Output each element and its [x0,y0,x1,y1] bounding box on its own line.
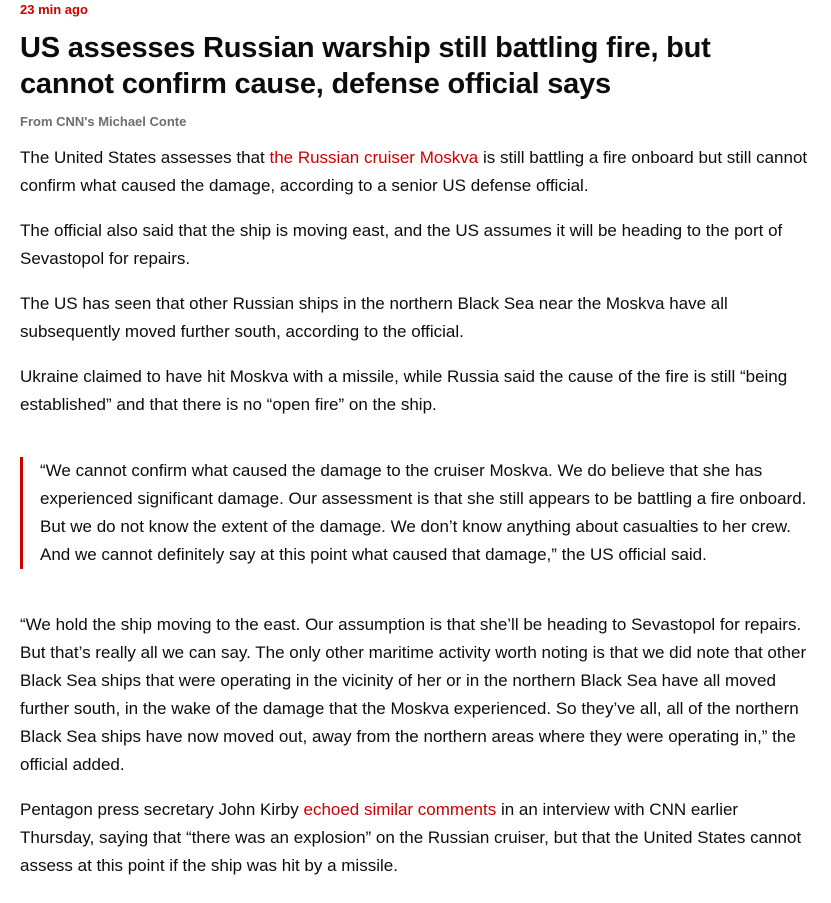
post-timestamp: 23 min ago [20,2,88,17]
paragraph-7 [20,796,811,880]
paragraph-7-text-before: Pentagon press secretary John Kirby [20,800,304,819]
moskva-link[interactable]: the Russian cruiser Moskva [269,148,479,167]
pull-quote-text: “We cannot confirm what caused the damage to the cruiser Moskva. We do believe that she has experienced significant damage. Our assessment is that she still appears to be battling a fire onboard. But we do not know the extent of the damage. We don’t know anything about casualties to her crew. And we cannot definitely say at this point what caused that damage,” the US official said. [40,461,807,564]
paragraph-1 [20,144,811,200]
echoed-comments-link[interactable]: echoed similar comments [303,800,497,819]
post-byline: From CNN's Michael Conte [20,114,187,129]
paragraph-4: Ukraine claimed to have hit Moskva with a missile, while Russia said the cause of the fire is still “being established” and that there is no “open fire” on the ship. [20,367,788,414]
pull-quote [20,457,811,569]
paragraph-6: “We hold the ship moving to the east. Our assumption is that she’ll be heading to Sevastopol for repairs. But that’s really all we can say. The only other maritime activity worth noting is that we did note that other Black Sea ships that were operating in the vicinity of her or in the northern Black Sea have all moved further south, in the wake of the damage that the Moskva experienced. So they’ve all, all of the northern Black Sea ships have now moved out, away from the northern areas where they were operating in,” the official added. [20,615,807,774]
paragraph-2: The official also said that the ship is moving east, and the US assumes it will be heading to the port of Sevastopol for repairs. [20,221,783,268]
paragraph-3: The US has seen that other Russian ships in the northern Black Sea near the Moskva have all subsequently moved further south, according to the official. [20,294,728,341]
paragraph-1-text-before: The United States assesses that [20,148,270,167]
paragraph-7-text-after: in an interview with CNN earlier Thursday, saying that “there was an explosion” on the Russian cruiser, but that the United States cannot assess at this point if the ship was hit by a missile. [20,800,802,875]
paragraph-1-text-after: is still battling a fire onboard but still cannot confirm what caused the damage, according to a senior US defense official. [20,148,808,195]
post-headline: US assesses Russian warship still battling fire, but cannot confirm cause, defense official says [20,32,711,100]
